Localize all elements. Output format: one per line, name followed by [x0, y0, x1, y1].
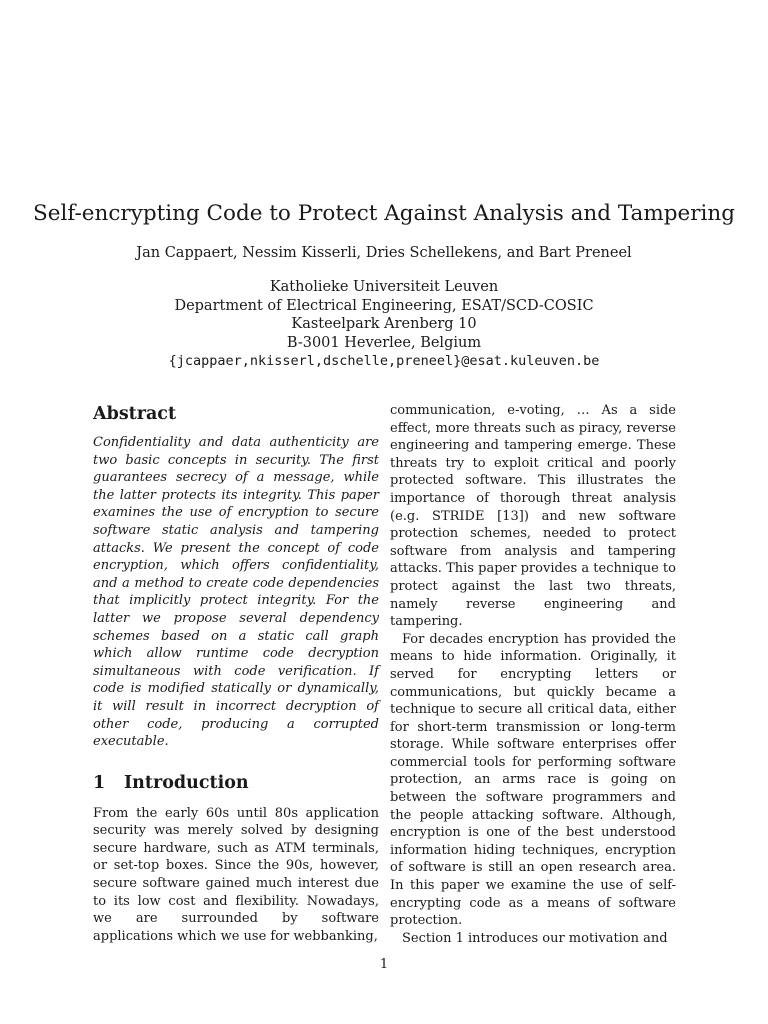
- affiliation-department: Department of Electrical Engineering, ESAT/SCD-COSIC: [174, 297, 594, 314]
- introduction-heading: [93, 771, 379, 795]
- affiliation-email: {jcappaer,nkisserl,dschelle,preneel}@esat.kuleuven.be: [168, 353, 600, 369]
- left-column: [93, 402, 379, 945]
- affiliation-city: B-3001 Heverlee, Belgium: [286, 334, 482, 351]
- section-number: 1: [93, 772, 106, 793]
- intro-paragraph-3: Section 1 introduces our motivation and: [402, 930, 668, 946]
- abstract-heading: Abstract: [93, 404, 177, 424]
- intro-paragraph-1: From the early 60s until 80s application security was merely solved by designing secure hardware, such as ATM terminals, or set-top boxes. Since the 90s, however, secure software gained much interest due to its low cost and flexibility. Nowadays, we are surrounded by software applications which we use for webbanking,: [93, 805, 379, 944]
- affiliation-institution: Katholieke Universiteit Leuven: [269, 279, 499, 295]
- affiliation-street: Kasteelpark Arenberg 10: [291, 316, 477, 332]
- intro-paragraph-2: For decades encryption has provided the means to hide information. Originally, it served for encrypting letters or communications, but quickly became a technique to secure all critical data, either for short-term transmission or long-term storage. While software enterprises offer commercial tools for performing software protection, an arms race is going on between the software programmers and the people attacking software. Although, encryption is one of the best understood information hiding techniques, encryption of software is still an open research area. In this paper we examine the use of self-encrypting code as a means of software protection.: [390, 631, 676, 929]
- right-column: [390, 402, 676, 947]
- page-number: 1: [379, 957, 389, 972]
- intro-paragraph-1-continued: communication, e-voting, … As a side effect, more threats such as piracy, reverse engineering and tampering emerge. These threats try to exploit critical and poorly protected software. This illustrates the importance of thorough threat analysis (e.g. STRIDE [13]) and new software protection schemes, needed to protect software from analysis and tampering attacks. This paper provides a technique to protect against the last two threats, namely reverse engineering and tampering.: [390, 403, 676, 630]
- affiliation-block: [0, 278, 768, 371]
- paper-title: Self-encrypting Code to Protect Against Analysis and Tampering: [33, 201, 735, 226]
- author-list: Jan Cappaert, Nessim Kisserli, Dries Schellekens, and Bart Preneel: [136, 245, 632, 261]
- abstract-text: Confidentiality and data authenticity are two basic concepts in security. The first guarantees secrecy of a message, while the latter protects its integrity. This paper examines the use of encryption to secure software static analysis and tampering attacks. We present the concept of code encryption, which offers confidentiality, and a method to create code dependencies that implicitly protect integrity. For the latter we propose several dependency schemes based on a static call graph which allow runtime code decryption simultaneous with code verification. If code is modified statically or dynamically, it will result in incorrect decryption of other code, producing a corrupted executable.: [93, 435, 379, 750]
- section-title: Introduction: [124, 772, 249, 793]
